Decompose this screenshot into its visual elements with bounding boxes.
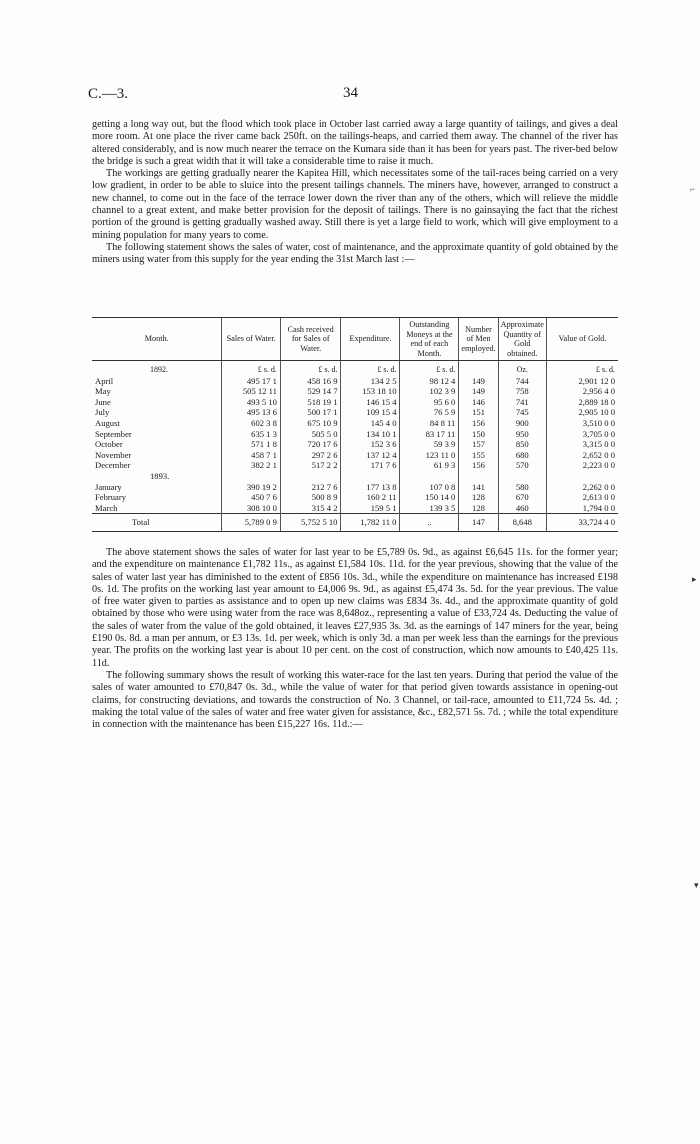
empty-cell: [459, 471, 498, 482]
exp-cell: 134 10 1: [341, 429, 400, 440]
month-cell: April: [95, 375, 114, 386]
paragraph: The workings are getting gradually nearer the Kapitea Hill, which necessitates some of the tail-races being carried on a very low gradient, in order to be able to sluice into the present tailings channels. The miners have, however, arranged to construct a new channel, to come out in the face of the terrace lower down the river than any of the others, which will relieve the middle channel to a great extent, and make better provision for the deposit of tailings. There is no gainsaying the fact that the richest portion of the ground is getting gradually washed away. Still there is yet a large field to work, which will give employment to a mining population for many years to come.: [92, 168, 618, 241]
exp-cell: 160 2 11: [341, 492, 400, 503]
empty-cell: [400, 471, 459, 482]
oz-cell: 460: [498, 503, 546, 514]
cash-cell: 500 8 9: [280, 492, 341, 503]
table-row: [92, 482, 618, 493]
sales-cell: 458 7 1: [222, 450, 281, 461]
oz-cell: 680: [498, 450, 546, 461]
table-row: [92, 397, 618, 408]
sales-cell: 382 2 1: [222, 460, 281, 471]
column-header-outstanding: Outstanding Moneys at the end of each Month.: [400, 318, 459, 361]
table-row: [92, 386, 618, 397]
cash-cell: 720 17 6: [280, 439, 341, 450]
sales-cell: 602 3 8: [222, 418, 281, 429]
sales-cell: 450 7 6: [222, 492, 281, 503]
total-exp: 1,782 11 0: [341, 514, 400, 531]
value-cell: 2,901 12 0: [546, 376, 618, 387]
sales-cell: 390 19 2: [222, 482, 281, 493]
month-cell: October: [95, 439, 123, 450]
column-header-quantity: Approximate Quantity of Gold obtained.: [498, 318, 546, 361]
out-cell: 139 3 5: [400, 503, 459, 514]
men-cell: 141: [459, 482, 498, 493]
margin-mark: ⌐: [690, 184, 696, 194]
men-cell: 128: [459, 503, 498, 514]
year-row: [92, 471, 618, 482]
unit-label: Oz.: [498, 361, 546, 376]
oz-cell: 745: [498, 407, 546, 418]
cash-cell: 212 7 6: [280, 482, 341, 493]
oz-cell: 570: [498, 460, 546, 471]
exp-cell: 134 2 5: [341, 376, 400, 387]
oz-cell: 950: [498, 429, 546, 440]
men-cell: 156: [459, 418, 498, 429]
total-label: Total: [92, 514, 222, 531]
paragraph: getting a long way out, but the flood which took place in October last carried away a large quantity of tailings, and gives a deal more room. At one place the river came back 250ft. on the tailings-heaps, and carried them away. The channel of the river has altered considerably, and is now much nearer the terrace on the Kumara side than it has been for years past. The river-bed below the bridge is such a great width that it will take a considerable time to raise it much.: [92, 119, 618, 167]
total-row: [92, 514, 618, 531]
value-cell: 2,905 10 0: [546, 407, 618, 418]
total-out: ..: [400, 514, 459, 531]
month-cell: May: [95, 386, 111, 397]
unit-label: £ s. d.: [546, 361, 618, 376]
year-label: 1892.: [150, 365, 168, 374]
water-sales-table: [92, 317, 618, 532]
table-row: [92, 376, 618, 387]
sales-cell: 495 17 1: [222, 376, 281, 387]
value-cell: 2,956 4 0: [546, 386, 618, 397]
out-cell: 84 8 11: [400, 418, 459, 429]
value-cell: 2,889 18 0: [546, 397, 618, 408]
month-cell: February: [95, 492, 127, 503]
oz-cell: 580: [498, 482, 546, 493]
year-label: 1893.: [150, 470, 170, 481]
value-cell: 1,794 0 0: [546, 503, 618, 514]
month-cell: August: [95, 417, 120, 428]
paragraph: The following summary shows the result of working this water-race for the last ten years. During that period the value of the sales of water amounted to £70,847 0s. 3d., while the value of water for that period given towards assistance in opening-out claims, for constructing deviations, and towards the construction of No. 3 Channel, or tail-race, amounted to £11,724 5s. 4d. ; making the total value of the sales of water and free water given for assistance, &c., £82,571 5s. 7d. ; while the total expenditure in connection with the maintenance has been £15,227 16s. 11d.:—: [92, 669, 618, 731]
exp-cell: 177 13 8: [341, 482, 400, 493]
value-cell: 2,613 0 0: [546, 492, 618, 503]
oz-cell: 741: [498, 397, 546, 408]
men-cell: 128: [459, 492, 498, 503]
empty-cell: [546, 471, 618, 482]
margin-mark: ▸: [692, 574, 697, 584]
oz-cell: 900: [498, 418, 546, 429]
total-cash: 5,752 5 10: [280, 514, 341, 531]
unit-label: £ s. d.: [222, 361, 281, 376]
units-row: [92, 361, 618, 376]
oz-cell: 744: [498, 376, 546, 387]
out-cell: 150 14 0: [400, 492, 459, 503]
exp-cell: 146 15 4: [341, 397, 400, 408]
exp-cell: 171 7 6: [341, 460, 400, 471]
column-header-cash: Cash received for Sales of Water.: [280, 318, 341, 361]
total-oz: 8,648: [498, 514, 546, 531]
exp-cell: 159 5 1: [341, 503, 400, 514]
table-row: [92, 460, 618, 471]
column-header-men: Number of Men employed.: [459, 318, 498, 361]
paragraph: The above statement shows the sales of water for last year to be £5,789 0s. 9d., as against £6,645 11s. for the former year; and the expenditure on maintenance £1,782 11s., as against £1,584 10s. 11d. for the year previous, showing that the value of the sales of water last year has diminished to the extent of £856 10s. 3d., while the expenditure on maintenance has increased £198 0s. 1d. The profits on the working last year amount to £4,006 9s. 9d., as against £5,474 3s. 5d. for the year previous. The value of free water given to parties as assistance and to open up new claims was £834 3s. 4d., and the approximate quantity of gold obtained by those who were using water from the race was 8,648oz., representing a value of £33,724 4s. Deducting the value of the sales of water from the value of the gold obtained, it leaves £27,935 3s. 3d. as the earnings of 147 miners for the year, being £190 0s. 8d. a man per annum, or £3 13s. 1d. per week, which is only 3d. a man per week less than the earnings for the previous year. The profits on the working last year is about 10 per cent. on the cost of construction, which now amounts to £40,425 11s. 11d.: [92, 547, 618, 669]
sales-cell: 495 13 6: [222, 407, 281, 418]
month-cell: November: [95, 449, 132, 460]
out-cell: 107 0 8: [400, 482, 459, 493]
month-cell: July: [95, 407, 110, 418]
table-row: [92, 429, 618, 440]
out-cell: 61 9 3: [400, 460, 459, 471]
total-value: 33,724 4 0: [546, 514, 618, 531]
cash-cell: 518 19 1: [280, 397, 341, 408]
month-cell: March: [95, 502, 118, 513]
closing-text: [92, 547, 618, 731]
exp-cell: 109 15 4: [341, 407, 400, 418]
page-number: 34: [343, 85, 358, 101]
sales-cell: 571 1 8: [222, 439, 281, 450]
empty-cell: [341, 471, 400, 482]
cash-cell: 675 10 9: [280, 418, 341, 429]
paragraph: The following statement shows the sales of water, cost of maintenance, and the approximate quantity of gold obtained by the miners using water from this supply for the year ending the 31st March last :—: [92, 241, 618, 266]
cash-cell: 297 2 6: [280, 450, 341, 461]
out-cell: 76 5 9: [400, 407, 459, 418]
cash-cell: 517 2 2: [280, 460, 341, 471]
table-header-row: [92, 318, 618, 361]
out-cell: 95 6 0: [400, 397, 459, 408]
value-cell: 2,223 0 0: [546, 460, 618, 471]
table-row: [92, 503, 618, 514]
men-cell: 157: [459, 439, 498, 450]
intro-text: [92, 119, 618, 267]
month-cell: January: [95, 481, 122, 492]
page-reference: C.—3.: [88, 86, 129, 102]
men-cell: 146: [459, 397, 498, 408]
sales-cell: 308 10 0: [222, 503, 281, 514]
sales-cell: 635 1 3: [222, 429, 281, 440]
column-header-month: Month.: [92, 318, 222, 361]
cash-cell: 505 5 0: [280, 429, 341, 440]
out-cell: 83 17 11: [400, 429, 459, 440]
unit-label: £ s. d.: [280, 361, 341, 376]
men-cell: 155: [459, 450, 498, 461]
column-header-sales: Sales of Water.: [222, 318, 281, 361]
month-cell: June: [95, 396, 111, 407]
total-sales: 5,789 0 9: [222, 514, 281, 531]
cash-cell: 458 16 9: [280, 376, 341, 387]
table-row: [92, 492, 618, 503]
value-cell: 3,510 0 0: [546, 418, 618, 429]
empty-cell: [222, 471, 281, 482]
unit-label: £ s. d.: [341, 361, 400, 376]
men-cell: 151: [459, 407, 498, 418]
out-cell: 98 12 4: [400, 376, 459, 387]
unit-label: [459, 361, 498, 376]
value-cell: 3,705 0 0: [546, 429, 618, 440]
out-cell: 102 3 9: [400, 386, 459, 397]
table-row: [92, 450, 618, 461]
exp-cell: 153 18 10: [341, 386, 400, 397]
exp-cell: 145 4 0: [341, 418, 400, 429]
cash-cell: 500 17 1: [280, 407, 341, 418]
men-cell: 156: [459, 460, 498, 471]
empty-cell: [280, 471, 341, 482]
sales-cell: 505 12 11: [222, 386, 281, 397]
out-cell: 123 11 0: [400, 450, 459, 461]
value-cell: 2,262 0 0: [546, 482, 618, 493]
total-men: 147: [459, 514, 498, 531]
margin-mark: ▾: [694, 880, 699, 890]
table-row: [92, 439, 618, 450]
column-header-value: Value of Gold.: [546, 318, 618, 361]
table-row: [92, 407, 618, 418]
men-cell: 149: [459, 386, 498, 397]
out-cell: 59 3 9: [400, 439, 459, 450]
exp-cell: 152 3 6: [341, 439, 400, 450]
value-cell: 3,315 0 0: [546, 439, 618, 450]
men-cell: 149: [459, 376, 498, 387]
table-row: [92, 418, 618, 429]
oz-cell: 758: [498, 386, 546, 397]
month-cell: December: [95, 460, 131, 471]
sales-cell: 493 5 10: [222, 397, 281, 408]
column-header-expenditure: Expenditure.: [341, 318, 400, 361]
cash-cell: 315 4 2: [280, 503, 341, 514]
unit-label: £ s. d.: [400, 361, 459, 376]
exp-cell: 137 12 4: [341, 450, 400, 461]
empty-cell: [498, 471, 546, 482]
oz-cell: 670: [498, 492, 546, 503]
month-cell: September: [95, 428, 132, 439]
value-cell: 2,652 0 0: [546, 450, 618, 461]
men-cell: 150: [459, 429, 498, 440]
cash-cell: 529 14 7: [280, 386, 341, 397]
oz-cell: 850: [498, 439, 546, 450]
